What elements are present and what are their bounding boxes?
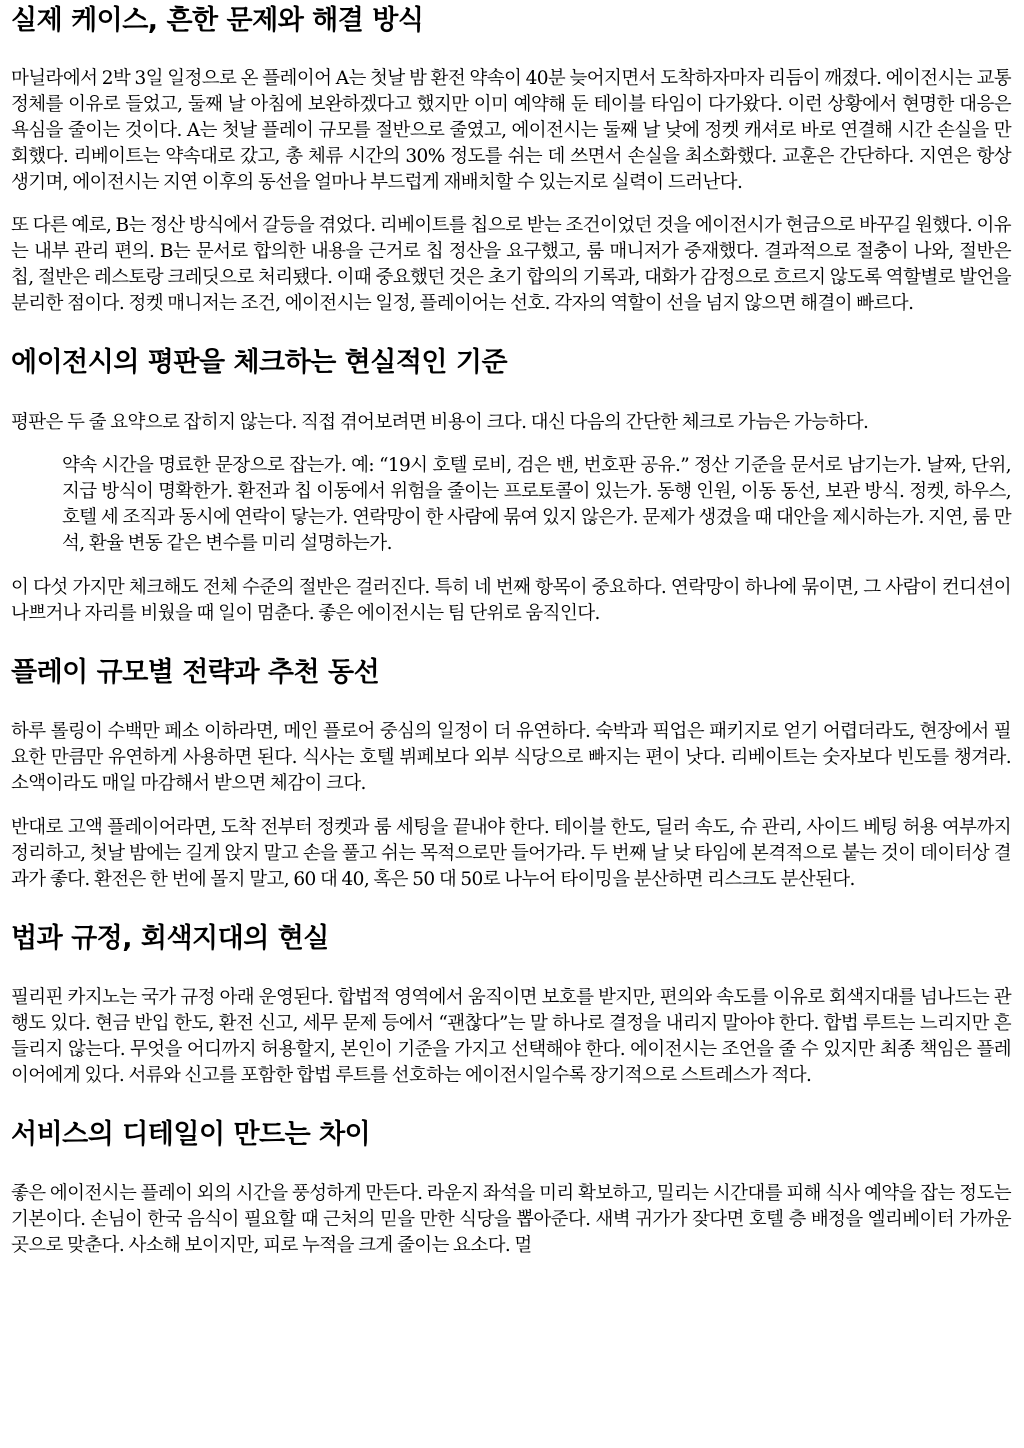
paragraph-reputation-intro: 평판은 두 줄 요약으로 잡히지 않는다. 직접 겪어보려면 비용이 크다. 대신 다음의 간단한 체크로 가늠은 가능하다.: [11, 412, 869, 433]
section-heading-strategy: 플레이 규모별 전략과 추천 동선: [11, 657, 380, 688]
article: [11, 0, 1011, 1259]
paragraph-small-player: 하루 롤링이 수백만 페소 이하라면, 메인 플로어 중심의 일정이 더 유연하다. 숙박과 픽업은 패키지로 얻기 어렵더라도, 현장에서 필요한 만큼만 유연하게 사용하면 된다. 식사는 호텔 뷔페보다 외부 식당으로 빠지는 편이 낫다. 리베이트는 숫자보다 빈도를 챙겨라. 소액이라도 매일 마감해서 받으면 체감이 크다.: [11, 721, 1011, 794]
paragraph-law: 필리핀 카지노는 국가 규정 아래 운영된다. 합법적 영역에서 움직이면 보호를 받지만, 편의와 속도를 이유로 회색지대를 넘나드는 관행도 있다. 현금 반입 한도, 환전 신고, 세무 문제 등에서 “괜찮다”는 말 하나로 결정을 내리지 말아야 한다. 합법 루트는 느리지만 흔들리지 않는다. 무엇을 어디까지 허용할지, 본인이 기준을 가지고 선택해야 한다. 에이전시는 조언을 줄 수 있지만 최종 책임은 플레이어에게 있다. 서류와 신고를 포함한 합법 루트를 선호하는 에이전시일수록 장기적으로 스트레스가 적다.: [11, 987, 1011, 1086]
paragraph-reputation-outro: 이 다섯 가지만 체크해도 전체 수준의 절반은 걸러진다. 특히 네 번째 항목이 중요하다. 연락망이 하나에 묶이면, 그 사람이 컨디션이 나쁘거나 자리를 비웠을 때 일이 멈춘다. 좋은 에이전시는 팀 단위로 움직인다.: [11, 577, 1011, 624]
paragraph-case-a: 마닐라에서 2박 3일 일정으로 온 플레이어 A는 첫날 밤 환전 약속이 40분 늦어지면서 도착하자마자 리듬이 깨졌다. 에이전시는 교통 정체를 이유로 들었고, 둘째 날 아침에 보완하겠다고 했지만 이미 예약해 둔 테이블 타임이 다가왔다. 이런 상황에서 현명한 대응은 욕심을 줄이는 것이다. A는 첫날 플레이 규모를 절반으로 줄였고, 에이전시는 둘째 날 낮에 정켓 캐셔로 바로 연결해 시간 손실을 만회했다. 리베이트는 약속대로 갔고, 총 체류 시간의 30% 정도를 쉬는 데 쓰면서 손실을 최소화했다. 교훈은 간단하다. 지연은 항상 생기며, 에이전시는 지연 이후의 동선을 얼마나 부드럽게 재배치할 수 있는지로 실력이 드러난다.: [11, 68, 1011, 193]
paragraph-case-b: 또 다른 예로, B는 정산 방식에서 갈등을 겪었다. 리베이트를 칩으로 받는 조건이었던 것을 에이전시가 현금으로 바꾸길 원했다. 이유는 내부 관리 편의. B는 문서로 합의한 내용을 근거로 칩 정산을 요구했고, 룸 매니저가 중재했다. 결과적으로 절충이 나와, 절반은 칩, 절반은 레스토랑 크레딧으로 처리됐다. 이때 중요했던 것은 초기 합의의 기록과, 대화가 감정으로 흐르지 않도록 역할별로 발언을 분리한 점이다. 정켓 매니저는 조건, 에이전시는 일정, 플레이어는 선호. 각자의 역할이 선을 넘지 않으면 해결이 빠르다.: [11, 215, 1011, 314]
section-heading-service: 서비스의 디테일이 만드는 차이: [11, 1119, 371, 1150]
blockquote-checklist: 약속 시간을 명료한 문장으로 잡는가. 예: “19시 호텔 로비, 검은 밴, 번호판 공유.” 정산 기준을 문서로 남기는가. 날짜, 단위, 지급 방식이 명확한가. 환전과 칩 이동에서 위험을 줄이는 프로토콜이 있는가. 동행 인원, 이동 동선, 보관 방식. 정켓, 하우스, 호텔 세 조직과 동시에 연락이 닿는가. 연락망이 한 사람에 묶여 있지 않은가. 문제가 생겼을 때 대안을 제시하는가. 지연, 룸 만석, 환율 변동 같은 변수를 미리 설명하는가.: [62, 455, 1011, 554]
paragraph-service: 좋은 에이전시는 플레이 외의 시간을 풍성하게 만든다. 라운지 좌석을 미리 확보하고, 밀리는 시간대를 피해 식사 예약을 잡는 정도는 기본이다. 손님이 한국 음식이 필요할 때 근처의 믿을 만한 식당을 뽑아준다. 새벽 귀가가 잦다면 호텔 층 배정을 엘리베이터 가까운 곳으로 맞춘다. 사소해 보이지만, 피로 누적을 크게 줄이는 요소다. 멀: [11, 1183, 1011, 1256]
section-heading-law: 법과 규정, 회색지대의 현실: [11, 923, 329, 954]
paragraph-high-roller: 반대로 고액 플레이어라면, 도착 전부터 정켓과 룸 세팅을 끝내야 한다. 테이블 한도, 딜러 속도, 슈 관리, 사이드 베팅 허용 여부까지 정리하고, 첫날 밤에는 길게 앉지 말고 손을 풀고 쉬는 목적으로만 들어가라. 두 번째 날 낮 타임에 본격적으로 붙는 것이 데이터상 결과가 좋다. 환전은 한 번에 몰지 말고, 60 대 40, 혹은 50 대 50로 나누어 타이밍을 분산하면 리스크도 분산된다.: [11, 817, 1011, 890]
section-heading-reputation: 에이전시의 평판을 체크하는 현실적인 기준: [11, 347, 508, 378]
section-heading-real-cases: 실제 케이스, 흔한 문제와 해결 방식: [11, 5, 424, 36]
